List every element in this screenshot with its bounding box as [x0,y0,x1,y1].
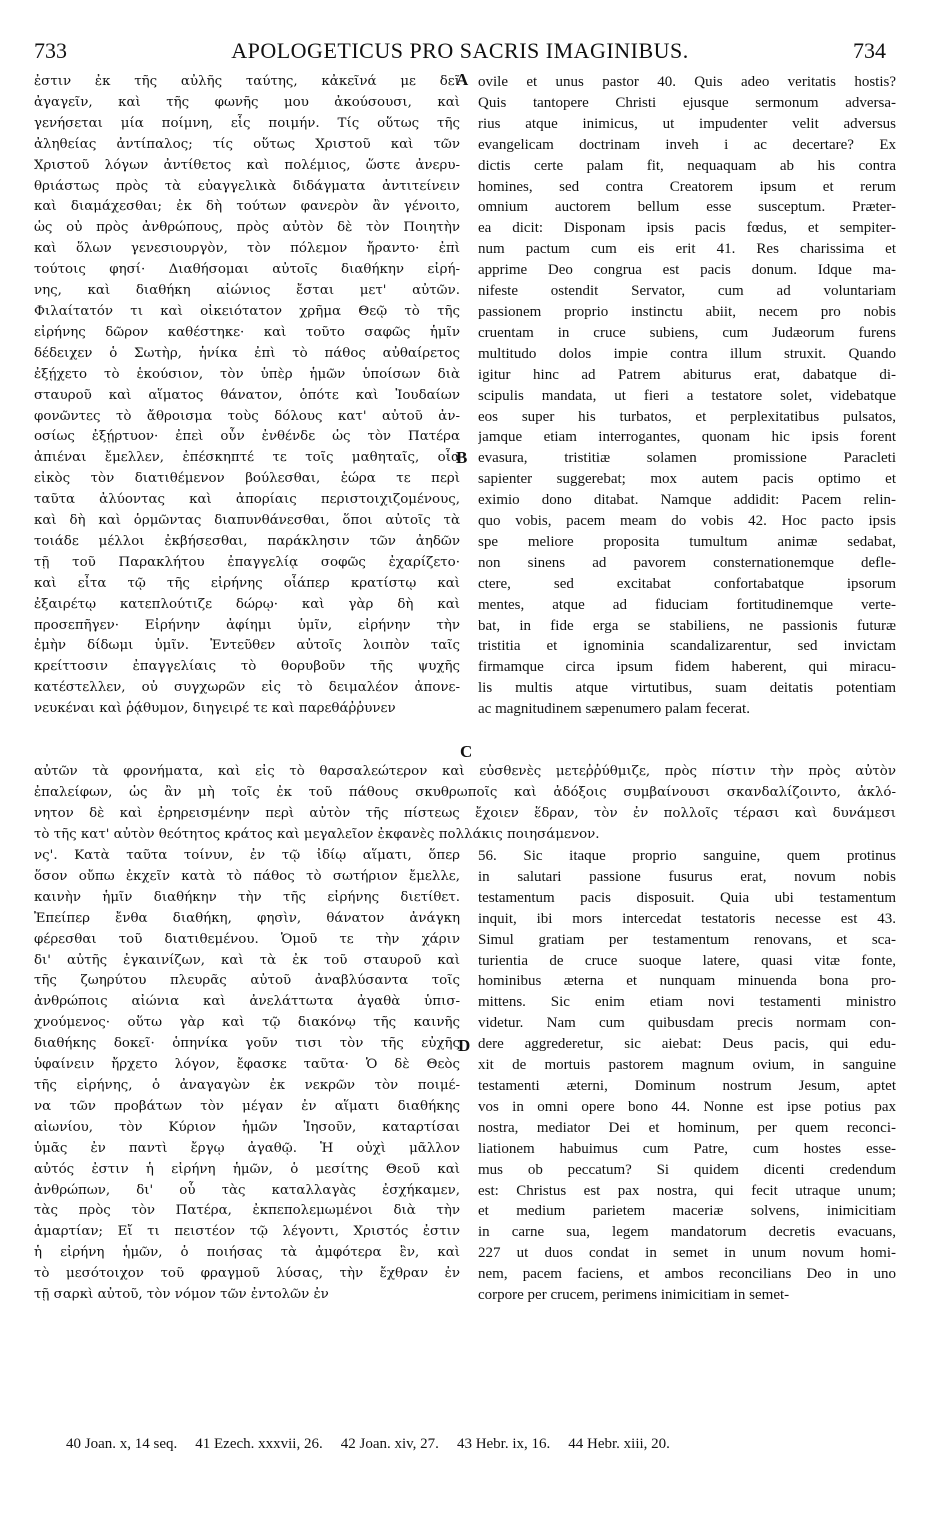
greek-text-line: Χριστοῦ λόγων ἀντίθετος καὶ πολέμιος, ὥστε ἀνερυ- [34,157,460,173]
latin-text-line: inquit, ibi mors intercedat testatoris necesse est 43. [478,910,896,927]
margin-marker-c: C [460,742,473,761]
latin-text-line: nifeste ostendit Servator, cum ad voluntariam [478,283,896,300]
latin-text-line: passionem proprio instinctu abiit, necem pro nobis [478,303,896,320]
latin-text-line: eos super his turbatos, et perplexitatibus pulsatos, [478,408,896,425]
greek-text-line: καὶ εἶτα τῷ τῆς εἰρήνης οἷάπερ κρατίστῳ καὶ [34,575,460,591]
greek-text-line: ὡς οὐ πρὸς ἀνθρώπους, πρὸς αὐτὸν δὲ τὸν Ποιητὴν [34,220,460,236]
latin-text-line: hominibus æterna et nunquam minuenda bona pro- [478,973,896,990]
greek-text-line: να τῶν προβάτων τὸν μέγαν ἐν αἵματι διαθήκης [34,1098,460,1114]
greek-text-line: καὶ διαμάχεσθαι; ἐκ δὴ τούτων φανερὸν ἂν γένοιτο, [34,199,460,215]
latin-text-line: et medium parietem maceriæ solvens, inimicitiam [478,1203,896,1220]
greek-text-line: ἁμαρτίαν; Εἴ τι πειστέον τῷ λέγοντι, Χριστός ἐστιν [34,1224,460,1240]
latin-column-lower [478,846,896,1306]
footnote: 43 Hebr. ix, 16. [456,1436,551,1452]
latin-text-line: ovile et unus pastor 40. Quis adeo veritatis hostis? [478,74,896,90]
latin-text-line: vos in omni opere bono 44. Nonne est ipse potius pax [478,1098,896,1115]
greek-text-line: ἐξῄχετο τὸ ἑκούσιον, τὸν ὑπὲρ ἡμῶν ὑποίσων διὰ [34,366,460,382]
page-number-left: 733 [34,38,67,63]
greek-text-line: ἀγαγεῖν, καὶ τῆς φωνῆς μου ἀκούσουσι, καὶ [34,94,460,110]
latin-text-line: dere aggrederetur, sic aiebat: Deus pacis, qui edu- [478,1036,896,1053]
latin-text-line: rius atque inimicus, ut impudenter velit adversus [478,115,896,132]
latin-text-line: firmamque circa ipsum fidem haberent, qui miracu- [478,659,896,676]
latin-text-line: testamentum pacis disposuit. Quia ubi testamentum [478,889,896,906]
greek-text-line: νητον δὲ καὶ ἐρηρεισμένην περὶ αὐτὸν τῆς πίστεως ἔχοιεν ἕδραν, τὸν ἐν πολλοῖς τέρασι καὶ δυνάμεσι [34,805,896,821]
greek-text-line: ἀληθείας ἀντίπαλος; τίς οὕτως Χριστοῦ καὶ τῶν [34,136,460,152]
greek-text-line: κρείττοσιν ἐπαγγελίαις τὸ θορυβοῦν τῆς ψυχῆς [34,659,460,675]
greek-text-line: τῇ τοῦ Παρακλήτου ἐπαγγελίᾳ σοφῶς ἐχαρίζετο· [34,554,460,570]
greek-text-line: ὑφαίνειν ἤρχετο λόγον, ἔφασκε ταῦτα· Ὁ δὲ Θεὸς [34,1057,460,1073]
greek-text-line: φονῶντες τὸ ἄθροισμα τοὺς δόλους κατ' αὐτοῦ ἀν- [34,408,460,424]
latin-text-line: mentes, atque ad fiduciam fortitudinemque verte- [478,596,896,613]
greek-text-line: ἀνθρώπων, δι' οὗ τὰς καταλλαγὰς ἐσχήκαμεν, [34,1182,460,1198]
latin-text-line: mus ob peccatum? Si quidem dicenti credendum [478,1161,896,1178]
footnote: 41 Ezech. xxxvii, 26. [195,1436,323,1452]
greek-text-line: διαθήκης δοκεῖ· ὁπηνίκα γοῦν τισι τὸν τῆς εὐχῆς [34,1036,460,1052]
latin-text-line: evasura, tristitiæ solamen promissione Paracleti [478,450,896,467]
greek-text-line: ταῦτα ἀλύοντας καὶ ἀπορίαις περιστοιχιζομένους, [34,492,460,508]
page-title: APOLOGETICUS PRO SACRIS IMAGINIBUS. [231,38,689,63]
latin-text-line: Simul gratiam per testamentum renovans, et sca- [478,931,896,948]
latin-text-line: num pactum cum eis erit 41. Res charissima et [478,241,896,258]
latin-text-line: dictis certe palam fit, nequaquam ab his contra [478,157,896,174]
greek-text-line: κατέστελλεν, οὐ συγχωρῶν εἰς τὸ δειμαλέον ἀπονε- [34,680,460,696]
greek-text-line: τούτοις φησί· Διαθήσομαι αὐτοῖς διαθήκην εἰρή- [34,262,460,278]
latin-text-line: cruentam in cruce subiens, cum Judæorum furens [478,324,896,341]
latin-text-line: in carne sua, legem mandatorum decretis evacuans, [478,1224,896,1241]
greek-text-line: ὅσον οὔπω ἐκχεῖν κατὰ τὸ πάθος τὸ σωτήριον ἔμελλε, [34,868,460,884]
greek-text-line: νευκέναι καὶ ῥᾴθυμον, διηγειρέ τε καὶ παρεθάῤῥυνεν [34,701,396,717]
greek-text-line: νς'. Κατὰ ταῦτα τοίνυν, ἐν τῷ ἰδίῳ αἵματι, ὅπερ [34,848,460,863]
greek-text-line: τῆς εἰρήνης, ὁ ἀναγαγὼν ἐκ νεκρῶν τὸν ποιμέ- [34,1077,460,1093]
greek-text-line: ἐμὴν δίδωμι ὑμῖν. Ἐντεῦθεν αὐτοῖς λοιπὸν ταῖς [34,638,460,654]
greek-column-upper [34,72,460,720]
latin-text-line: ea dicit: Disponam ipsis pacis fœdus, et sempiter- [478,220,896,237]
latin-text-line: spe meliore proposita tumultum animæ sedabat, [478,533,896,550]
latin-text-line: tristitia et ignominia scandalizarentur, sed invictam [478,638,896,655]
greek-text-line: εἰρήνης δῶρον καθέστηκε· καὶ τοῦτο σαφῶς ἡμῖν [34,324,460,340]
greek-text-line: καὶ δὴ καὶ ὁρμῶντας διαπυνθάνεσθαι, ὅποι αὐτοῖς τὰ [34,513,460,529]
greek-text-line: ὑμᾶς ἐν παντὶ ἔργῳ ἀγαθῷ. Ἡ οὐχὶ μᾶλλον [34,1140,460,1156]
greek-text-line: ἡ εἰρήνη ἡμῶν, ὁ ποιήσας τὰ ἀμφότερα ἓν, καὶ [34,1245,460,1261]
greek-text-line: Φιλαίτατόν τι καὶ οἰκειότατον χρῆμα Θεῷ τὸ τῆς [34,303,460,319]
greek-text-line: καὶ ὅλων γενεσιουργὸν, τὸν πόλεμον ἤραντο· ἐπὶ [34,241,460,257]
greek-text-line: καινὴν ἡμῖν διαθήκην τὴν τῆς εἰρήνης διετίθετ. [34,889,460,905]
latin-text-line: sapienter suggerebat; mox autem pacis optimo et [478,471,896,488]
greek-text-line: ἐξαιρέτῳ κατεπλούτιζε δώρῳ· καὶ γὰρ δὴ καὶ [34,596,460,612]
latin-text-line: scipulis mandata, ut fieri a testatore solet, videbatque [478,387,896,404]
margin-marker-d: D [458,1036,471,1055]
greek-text-line: ἀπιέναι ἔμελλεν, ἐπέσκηπτέ τε τοῖς μαθηταῖς, οἷα [34,450,460,466]
latin-text-line: bat, in fide erga se stabiliens, ne passionis futuræ [478,617,896,634]
greek-text-line: ἐπαλείφων, ὡς ἂν μὴ τοῖς ἐκ τοῦ πάθους σκυθρωποῖς καὶ ἀδόξοις συμβαίνουσι σκανδαλίζοιντο, ἀκλό- [34,784,896,800]
greek-text-line: σταυροῦ καὶ αἵματος θάνατον, ὁπότε καὶ Ἰουδαίων [34,387,460,403]
greek-text-line: αἰωνίου, τὸν Κύριον ἡμῶν Ἰησοῦν, καταρτίσαι [34,1119,460,1135]
latin-text-line: lis multis atque virtutibus, suam deitatis potentiam [478,680,896,697]
greek-text-line: προσεπῆγεν· Εἰρήνην ἀφίημι ὑμῖν, εἰρήνην τὴν [34,617,460,633]
latin-text-line: omnium auctorem bellum esse susceptum. Præter- [478,199,896,216]
latin-column-upper [478,72,896,720]
greek-text-line: τὸ τῆς κατ' αὐτὸν θεότητος κράτος καὶ μεγαλεῖον ἐκφανὲς πολλάκις ποιησάμενον. [34,826,600,842]
greek-text-line: οσίως ἐξῄρτυον· ἐπεὶ οὖν ἐνθένδε ὡς τὸν Πατέρα [34,429,460,445]
greek-text-line: τὸ μεσότοιχον τοῦ φραγμοῦ λύσας, τὴν ἔχθραν ἐν [34,1266,460,1282]
greek-text-line: νης, καὶ διαθήκη αἰώνιος ἔσται μετ' αὐτῶν. [34,283,460,299]
greek-text-line: χνούμενος· οὕτω γὰρ καὶ τῷ διακόνῳ τῆς καινῆς [34,1015,460,1031]
latin-text-line: nostra, mediator Dei et hominum, per quem reconci- [478,1119,896,1136]
latin-text-line: multitudo dolos impie contra illum struxit. Quando [478,345,896,362]
latin-text-line: testamenti æterni, Dominum nostrum Jesum, aptet [478,1077,896,1094]
greek-text-line: Ἐπείπερ ἔνθα διαθήκη, φησὶν, θάνατον ἀνάγκη [34,910,460,926]
latin-text-line: mittens. Sic enim etiam novi testamenti ministro [478,994,896,1011]
latin-text-line: eximio dono ditabat. Namque addidit: Pacem relin- [478,492,896,509]
latin-text-line: ac magnitudinem sæpenumero palam fecerat. [478,701,750,718]
latin-text-line: Quis tantopere Christi ejusque sermonum adversa- [478,94,896,111]
greek-text-line: αὐτῶν τὰ φρονήματα, καὶ εἰς τὸ θαρσαλεώτερον καὶ εὐσθενὲς μετεῤῥύθμιζε, πρὸς πίστιν τὴν πρὸς αὐτὸν [34,764,896,779]
greek-text-line: ἐστιν ἐκ τῆς αὐλῆς ταύτης, κἀκεῖνά με δεῖ [34,74,460,89]
footnote: 42 Joan. xiv, 27. [340,1436,439,1452]
full-width-greek-text [34,762,896,846]
latin-text-line: 227 ut duos condat in semet in unum novum homi- [478,1245,896,1262]
greek-text-line: δέδειχεν ὁ Σωτὴρ, ἡνίκα ἐπὶ τὸ πάθος αὐθαίρετος [34,345,460,361]
margin-marker-b: B [456,448,468,467]
latin-text-line: corpore per crucem, perimens inimicitiam in semet- [478,1287,790,1304]
latin-text-line: xit de mortuis pastorem magnum ovium, in sanguine [478,1057,896,1074]
latin-text-line: nem, pacem faciens, et ambos reconcilians Deo in uno [478,1266,896,1283]
footnote: 40 Joan. x, 14 seq. [66,1436,178,1452]
greek-text-line: ἀνθρώποις αἰώνια καὶ ἀνελάττωτα ἀγαθὰ ὑπισ- [34,994,460,1010]
latin-text-line: est: Christus est pax nostra, qui fecit utraque unum; [478,1182,896,1199]
greek-text-line: γενήσεται μία ποίμνη, εἷς ποιμήν. Τίς οὕτως τῆς [34,115,460,131]
latin-text-line: non sinens ad pavorem consternationemque defle- [478,554,896,571]
greek-text-line: τῇ σαρκὶ αὐτοῦ, τὸν νόμον τῶν ἐντολῶν ἐν [34,1287,329,1303]
greek-text-line: εἰκὸς τὸν διατιθέμενον βούλεσθαι, ἑώρα τε περὶ [34,471,460,487]
latin-text-line: igitur hinc ad Patrem abiturus erat, dabatque di- [478,366,896,383]
footnotes [66,1436,896,1453]
latin-text-line: videtur. Nam cum quibusdam precis normam con- [478,1015,896,1032]
greek-column-lower [34,846,460,1306]
greek-text-line: τῆς ζωηρύτου πλευρᾶς αὐτοῦ ἀναβλύσαντα τοῖς [34,973,460,989]
latin-text-line: liationem habuimus cum Patre, cum hostes esse- [478,1140,896,1157]
latin-text-line: ctere, sed excitabat confortabatque ipsorum [478,575,896,592]
latin-text-line: 56. Sic itaque proprio sanguine, quem protinus [478,848,896,864]
greek-text-line: αὐτός ἐστιν ἡ εἰρήνη ἡμῶν, ὁ μεσίτης Θεοῦ καὶ [34,1161,460,1177]
greek-text-line: φέρεσθαι τοῦ διατιθεμένου. Ὁμοῦ τε τὴν χάριν [34,931,460,947]
running-header [34,38,886,66]
latin-text-line: homines, sed contra Creatorem ipsum et rerum [478,178,896,195]
latin-text-line: apprime Deo congrua est pacis donum. Idque ma- [478,262,896,279]
page-number-right: 734 [853,38,886,63]
greek-text-line: τὰς πρὸς τὸν Πατέρα, ἐκπεπολεμωμένοι διὰ τὴν [34,1203,460,1219]
latin-text-line: quo vobis, pacem meam do vobis 42. Hoc pacto ipsis [478,513,896,530]
greek-text-line: τοιάδε μέλλοι ἐκβήσεσθαι, παράκλησιν τῶν ἀηδῶν [34,533,460,549]
latin-text-line: jamque etiam interrogantes, quonam hic ipsis forent [478,429,896,446]
latin-text-line: turientia de cruce suoque latere, quasi vitæ fonte, [478,952,896,969]
footnote: 44 Hebr. xiii, 20. [568,1436,670,1452]
margin-marker-a: A [456,70,469,89]
greek-text-line: δι' αὐτῆς ἐγκαινίζων, καὶ τὰ ἐκ τοῦ σταυροῦ καὶ [34,952,460,968]
latin-text-line: in salutari passione fusurus erat, novum nobis [478,868,896,885]
greek-text-line: θριάστως πρὸς τὰ εὐαγγελικὰ διδάγματα ἀντιτείνειν [34,178,460,194]
latin-text-line: evangelicam doctrinam inveh i ac decertare? Ex [478,136,896,153]
